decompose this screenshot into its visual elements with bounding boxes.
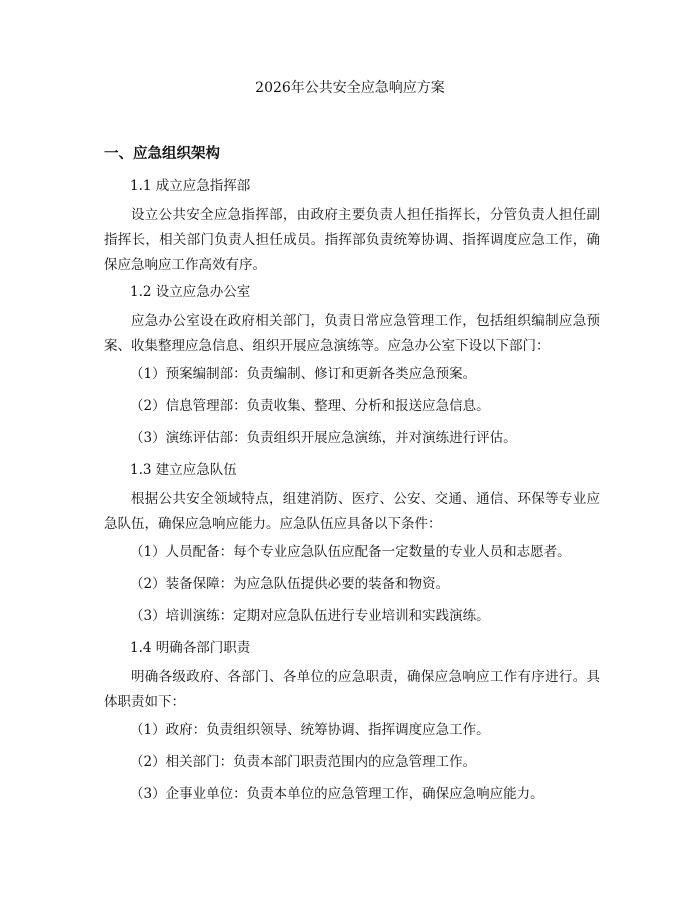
document-title: 2026年公共安全应急响应方案 — [255, 80, 445, 96]
list-item-1-3-3: （3）培训演练：定期对应急队伍进行专业培训和实践演练。 — [130, 608, 490, 624]
list-item-1-2-1: （1）预案编制部：负责编制、修订和更新各类应急预案。 — [130, 366, 477, 382]
paragraph-1-4 — [104, 665, 600, 715]
subsection-heading-1-3: 1.3 建立应急队伍 — [130, 462, 237, 478]
list-item-1-4-1: （1）政府：负责组织领导、统筹协调、指挥调度应急工作。 — [130, 722, 490, 738]
paragraph-1-2 — [104, 309, 600, 359]
subsection-heading-1-4: 1.4 明确各部门职责 — [130, 640, 251, 656]
paragraph-text: 明确各级政府、各部门、各单位的应急职责，确保应急响应工作有序进行。具体职责如下： — [104, 669, 600, 710]
paragraph-1-1 — [104, 203, 600, 278]
paragraph-text: 设立公共安全应急指挥部，由政府主要负责人担任指挥长，分管负责人担任副指挥长，相关部门负责人担任成员。指挥部负责统筹协调、指挥调度应急工作，确保应急响应工作高效有序。 — [104, 207, 600, 273]
list-item-1-4-2: （2）相关部门：负责本部门职责范围内的应急管理工作。 — [130, 754, 477, 770]
list-item-1-3-1: （1）人员配备：每个专业应急队伍应配备一定数量的专业人员和志愿者。 — [130, 544, 571, 560]
subsection-heading-1-2: 1.2 设立应急办公室 — [130, 284, 251, 300]
paragraph-text: 根据公共安全领域特点，组建消防、医疗、公安、交通、通信、环保等专业应急队伍，确保应急响应能力。应急队伍应具备以下条件： — [104, 491, 600, 532]
paragraph-text: 应急办公室设在政府相关部门，负责日常应急管理工作，包括组织编制应急预案、收集整理应急信息、组织开展应急演练等。应急办公室下设以下部门： — [104, 313, 600, 354]
list-item-1-3-2: （2）装备保障：为应急队伍提供必要的装备和物资。 — [130, 576, 450, 592]
subsection-heading-1-1: 1.1 成立应急指挥部 — [130, 178, 251, 194]
section-heading: 一、应急组织架构 — [104, 146, 220, 162]
paragraph-1-3 — [104, 487, 600, 537]
list-item-1-2-2: （2）信息管理部：负责收集、整理、分析和报送应急信息。 — [130, 398, 490, 414]
list-item-1-2-3: （3）演练评估部：负责组织开展应急演练，并对演练进行评估。 — [130, 430, 517, 446]
list-item-1-4-3: （3）企事业单位：负责本单位的应急管理工作，确保应急响应能力。 — [130, 786, 544, 802]
